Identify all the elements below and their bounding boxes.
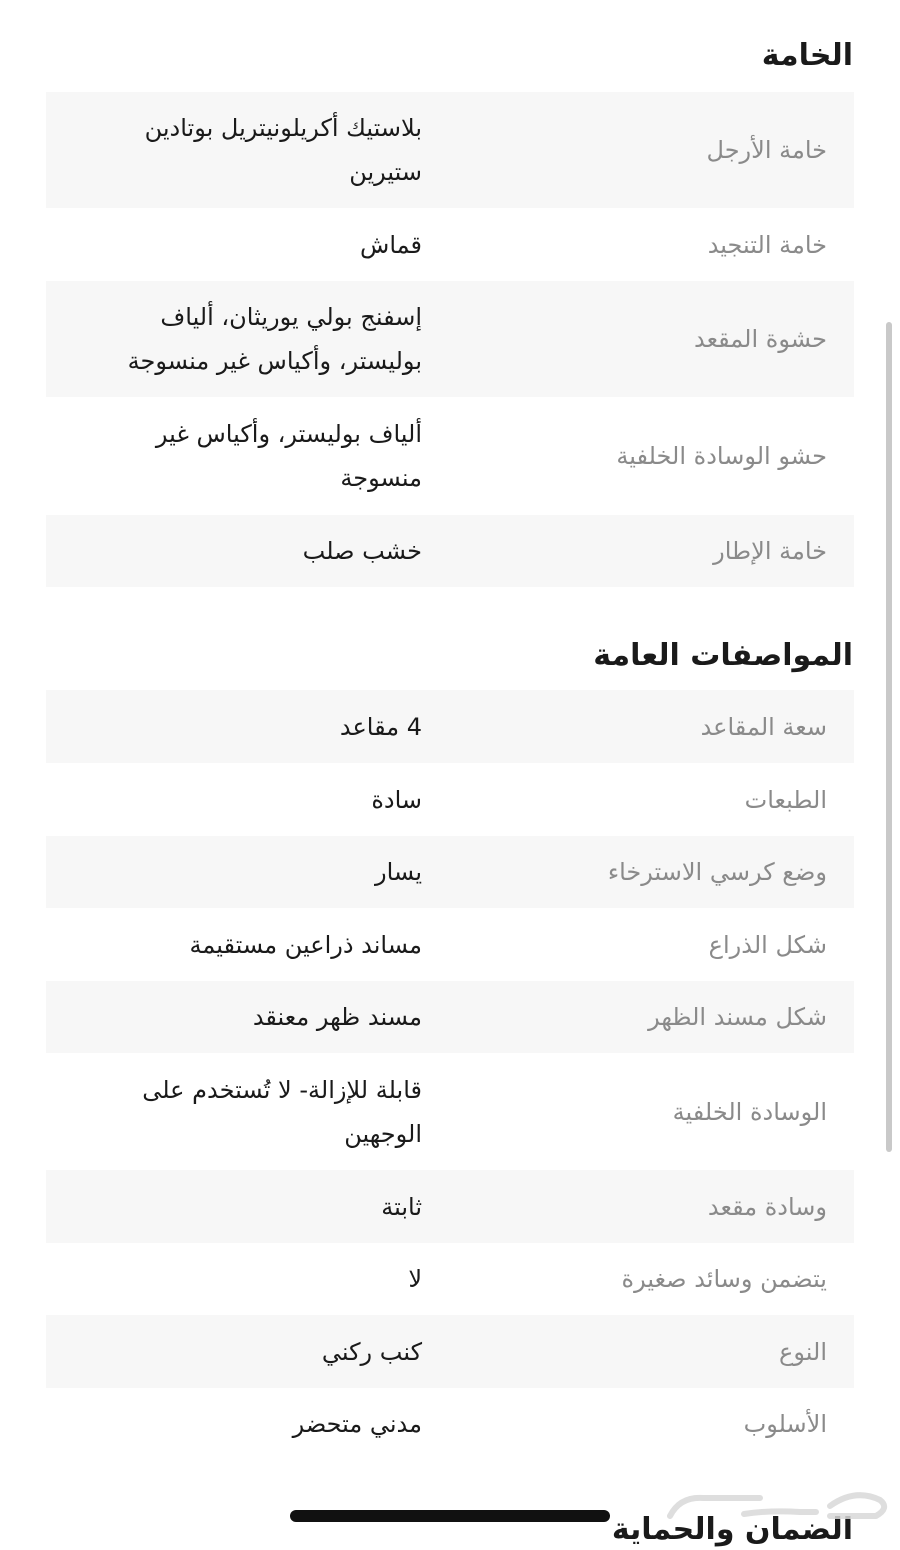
section-title-material: الخامة	[761, 38, 853, 73]
spec-value: يسار	[375, 858, 422, 886]
spec-row-legs-material	[46, 92, 854, 208]
spec-label: سعة المقاعد	[700, 712, 827, 741]
spec-value: ألياف بوليستر، وأكياس غير منسوجة	[155, 420, 422, 492]
spec-row-frame-material	[46, 515, 854, 587]
general-spec-table	[46, 690, 854, 1460]
section-title-warranty: الضمان والحماية	[611, 1512, 853, 1547]
spec-row-upholstery-material	[46, 208, 854, 281]
spec-row-includes-small-pillows	[46, 1243, 854, 1315]
spec-row-arm-shape	[46, 908, 854, 981]
spec-value: مسند ظهر معنقد	[252, 1003, 422, 1031]
spec-row-seat-cushion	[46, 1170, 854, 1243]
spec-value: خشب صلب	[302, 537, 422, 565]
spec-label: الأسلوب	[743, 1410, 827, 1438]
spec-value: قابلة للإزالة- لا تُستخدم على الوجهين	[142, 1075, 422, 1148]
spec-row-prints	[46, 763, 854, 836]
spec-label: الطبعات	[744, 785, 827, 814]
spec-row-back-cushion-filling	[46, 397, 854, 515]
spec-label: خامة التنجيد	[707, 230, 827, 259]
spec-value: لا	[408, 1265, 422, 1293]
spec-value: مساند ذراعين مستقيمة	[189, 930, 422, 959]
home-indicator[interactable]	[290, 1510, 610, 1522]
spec-value: بلاستيك أكريلونيتريل بوتادين ستيرين	[144, 114, 422, 186]
spec-label: النوع	[779, 1337, 827, 1366]
spec-row-type	[46, 1315, 854, 1388]
spec-value: كنب ركني	[321, 1337, 422, 1366]
spec-row-seating-capacity	[46, 690, 854, 763]
spec-label: يتضمن وسائد صغيرة	[621, 1265, 827, 1293]
spec-row-backrest-shape	[46, 981, 854, 1053]
spec-label: وسادة مقعد	[707, 1192, 827, 1221]
spec-label: حشوة المقعد	[693, 325, 827, 353]
spec-value: 4 مقاعد	[339, 712, 422, 741]
spec-row-recliner-position	[46, 836, 854, 908]
spec-label: شكل الذراع	[708, 930, 827, 959]
spec-value: مدني متحضر	[292, 1410, 422, 1438]
spec-value: ثابتة	[381, 1192, 422, 1221]
spec-label: الوسادة الخلفية	[672, 1097, 827, 1126]
material-spec-table	[46, 92, 854, 587]
spec-label: شكل مسند الظهر	[648, 1003, 827, 1031]
spec-label: خامة الإطار	[713, 537, 827, 565]
spec-value: سادة	[371, 785, 422, 814]
spec-label: خامة الأرجل	[706, 136, 827, 164]
spec-row-seat-filling	[46, 281, 854, 397]
spec-label: وضع كرسي الاسترخاء	[607, 858, 827, 886]
spec-label: حشو الوسادة الخلفية	[616, 442, 827, 470]
vertical-scrollbar[interactable]	[886, 322, 892, 1152]
spec-row-back-cushion	[46, 1053, 854, 1170]
section-title-general-specs: المواصفات العامة	[593, 638, 853, 673]
spec-row-style	[46, 1388, 854, 1460]
spec-value: إسفنج بولي يوريثان، ألياف بوليستر، وأكياس غير منسوجة	[127, 303, 422, 375]
haraj-logo-watermark-icon	[640, 1480, 900, 1540]
spec-value: قماش	[360, 230, 422, 259]
